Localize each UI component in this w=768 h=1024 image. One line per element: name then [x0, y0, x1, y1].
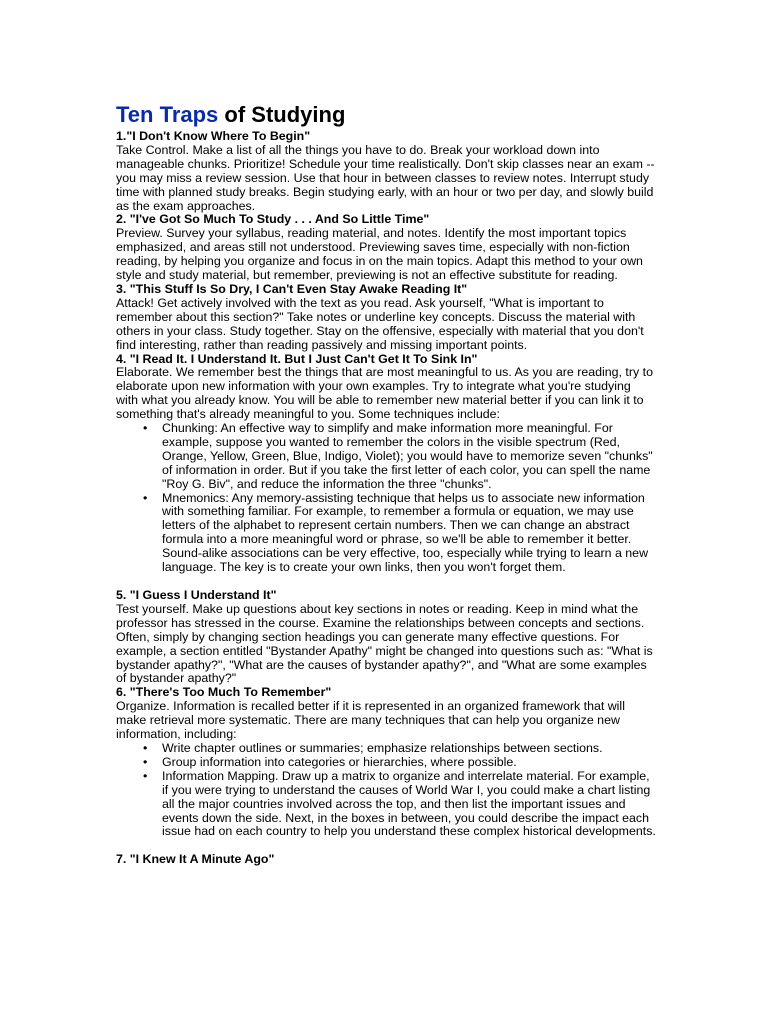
section-body: Elaborate. We remember best the things that are most meaningful to us. As you are reading, try to elaborate upon new information with your own examples. Try to integrate what you're studying with what you already know. You will be able to remember new material better if you can link it to something that's already meaningful to you. Some techniques include:: [116, 365, 653, 422]
bullet-list: [116, 422, 656, 575]
bullet-icon: •: [143, 421, 148, 436]
section-body: Test yourself. Make up questions about key sections in notes or reading. Keep in mind what the professor has stressed in the course. Examine the relationships between concepts and sections. Often, simply by changing section headings you can generate many effective questions. For example, a section entitled "Bystander Apathy" might be changed into questions such as: "What is bystander apathy?", "What are the causes of bystander apathy?", and "What are some examples of bystander apathy?": [116, 601, 653, 686]
list-item-text: Write chapter outlines or summaries; emphasize relationships between sections.: [162, 740, 603, 755]
section-body: Attack! Get actively involved with the text as you read. Ask yourself, "What is important to remember about this section?" Take notes or underline key concepts. Discuss the material with others in your class. Study together. Stay on the offensive, especially with material that you don't find interesting, rather than reading passively and missing important points.: [116, 295, 644, 352]
section-heading: 2. "I've Got So Much To Study . . . And So Little Time": [116, 212, 430, 227]
list-item-text: Group information into categories or hierarchies, where possible.: [162, 754, 517, 769]
list-item: [143, 490, 656, 575]
bullet-icon: •: [143, 768, 148, 783]
list-item-text: Mnemonics: Any memory-assisting technique that helps us to associate new information with something familiar. For example, to remember a formula or equation, we may use letters of the alphabet to represent certain numbers. Then we can change an abstract formula into a more meaningful word or phrase, so we'll be able to remember it better. Sound-alike associations can be very effective, too, especially while trying to learn a new language. The key is to create your own links, then you won't forget them.: [162, 490, 649, 575]
section-7: [116, 853, 656, 867]
section-spacer: [116, 839, 656, 853]
section-3: [116, 283, 656, 353]
section-heading: 5. "I Guess I Understand It": [116, 588, 277, 602]
section-spacer: [116, 575, 656, 589]
section-6: [116, 686, 656, 839]
section-5: [116, 589, 656, 686]
section-body: Take Control. Make a list of all the things you have to do. Break your workload down into manageable chunks. Prioritize! Schedule your time realistically. Don't skip classes near an exam -- you may miss a review session. Use that hour in between classes to review notes. Interrupt study time with planned study breaks. Begin studying early, with an hour or two per day, and slowly build as the exam approaches.: [116, 142, 655, 213]
bullet-list: [116, 742, 656, 839]
list-item-text: Chunking: An effective way to simplify and make information more meaningful. For example, suppose you wanted to remember the colors in the visible spectrum (Red, Orange, Yellow, Green, Blue, Indigo, Violet); you would have to memorize seven "chunks" of information in order. But if you take the first letter of each color, you can spell the name "Roy G. Biv", and reduce the information the three "chunks".: [162, 421, 653, 491]
title-rest: of Studying: [218, 102, 346, 127]
title-accent: Ten Traps: [116, 102, 219, 127]
document-title: [116, 102, 656, 128]
section-heading: 3. "This Stuff Is So Dry, I Can't Even Stay Awake Reading It": [116, 281, 468, 296]
bullet-icon: •: [143, 490, 148, 505]
section-body: Preview. Survey your syllabus, reading material, and notes. Identify the most important topics emphasized, and areas still not understood. Previewing saves time, especially with non-fiction reading, by helping you organize and focus in on the main topics. Adapt this method to your own style and study material, but remember, previewing is not an effective substitute for reading.: [116, 226, 643, 283]
section-heading: 7. "I Knew It A Minute Ago": [116, 852, 275, 867]
section-heading: 6. "There's Too Much To Remember": [116, 685, 332, 700]
list-item: [143, 768, 656, 840]
section-2: [116, 213, 656, 283]
section-heading: 4. "I Read It. I Understand It. But I Just Can't Get It To Sink In": [116, 351, 478, 366]
bullet-icon: •: [143, 740, 148, 755]
section-1: [116, 130, 656, 213]
list-item-text: Information Mapping. Draw up a matrix to organize and interrelate material. For example, if you were trying to understand the causes of World War I, you could make a chart listing all the major countries involved across the top, and then list the important issues and events down the side. Next, in the boxes in between, you could describe the impact each issue had on each country to help you understand these complex historical developments.: [162, 768, 656, 839]
section-heading: 1."I Don't Know Where To Begin": [116, 129, 311, 143]
list-item: [143, 754, 656, 770]
document-page: [116, 102, 656, 867]
list-item: [143, 740, 656, 756]
bullet-icon: •: [143, 754, 148, 769]
list-item: [143, 421, 656, 492]
section-body: Organize. Information is recalled better if it is represented in an organized framework that will make retrieval more systematic. There are many techniques that can help you organize new information, including:: [116, 699, 625, 742]
section-4: [116, 353, 656, 576]
